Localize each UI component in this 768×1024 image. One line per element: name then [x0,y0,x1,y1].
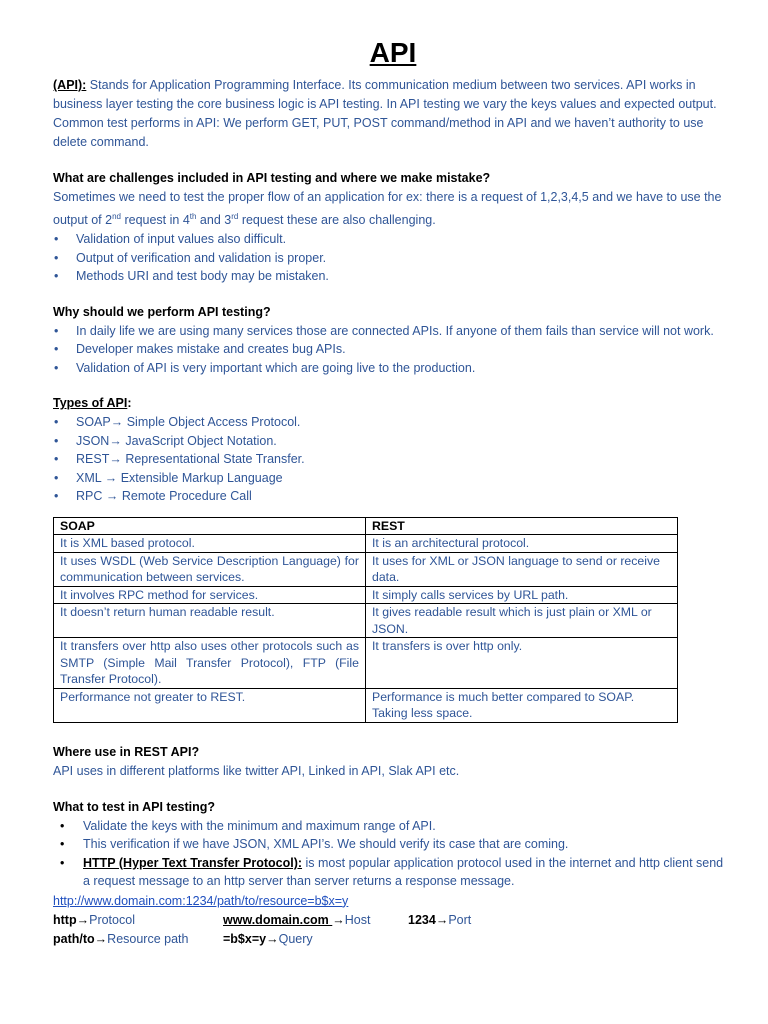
url-row [53,892,733,911]
example-url-link[interactable]: http://www.domain.com:1234/path/to/resource=b$x=y [53,893,349,908]
sup-nd: nd [112,212,121,221]
types-heading-text: Types of API [53,396,128,411]
table-cell-rest: It transfers is over http only. [366,638,678,689]
what-to-test-heading: What to test in API testing? [53,799,216,814]
arrow-icon: → [109,452,122,467]
intro-paragraph [53,76,733,152]
sup-th: th [189,212,197,221]
type-name: SOAP [76,415,111,430]
table-row [54,535,678,553]
url-part-path [53,930,223,949]
url-part-label: Host [344,912,371,927]
url-part-port [408,911,471,930]
url-parts-row-2 [53,930,733,949]
url-part-query [223,930,313,949]
list-item [53,854,733,891]
url-part-key: path/to [53,931,95,946]
http-text: is most popular application protocol used in the internet and http client send a request message to an http server than server returns a response message. [83,855,724,889]
list-item [53,432,733,451]
url-part-key: =b$x=y [223,931,267,946]
http-term: HTTP (Hyper Text Transfer Protocol): [83,855,303,870]
table-cell-rest: It simply calls services by URL path. [366,586,678,604]
where-heading: Where use in REST API? [53,744,200,759]
why-list [53,322,733,378]
list-item [53,487,733,506]
list-item: • Validation of API is very important which are going live to the production. [53,359,733,378]
where-paragraph: API uses in different platforms like twitter API, Linked in API, Slak API etc. [53,763,460,778]
table-cell-rest: It gives readable result which is just plain or XML or JSON. [366,604,678,638]
table-header-row [54,517,678,535]
type-desc: JavaScript Object Notation. [121,433,277,448]
arrow-icon: → [76,912,90,927]
list-item [53,413,733,432]
url-part-host [223,911,408,930]
challenges-list [53,230,733,286]
table-row [54,552,678,586]
page-title: API [369,37,417,68]
intro-term: (API): [53,78,87,92]
arrow-icon: → [94,931,108,946]
challenges-text-b: request in 4 [120,213,190,228]
type-desc: Representational State Transfer. [121,452,305,467]
what-to-test-list [53,817,733,891]
why-heading: Why should we perform API testing? [53,304,271,319]
list-item: • Methods URI and test body may be mistaken. [53,267,733,286]
document-page [53,36,733,949]
sup-rd: rd [231,212,239,221]
types-heading-colon: : [127,396,132,411]
url-part-key: 1234 [408,912,436,927]
table-header-rest: REST [366,517,678,535]
table-row [54,604,678,638]
challenges-text-c: and 3 [196,213,232,228]
list-item [53,469,733,488]
url-part-protocol [53,911,223,930]
type-desc: Simple Object Access Protocol. [123,415,301,430]
url-part-label: Resource path [107,931,189,946]
url-part-label: Port [448,912,472,927]
arrow-icon: → [105,489,119,504]
list-item: • This verification if we have JSON, XML API’s. We should verify its case that are coming. [53,835,733,854]
type-name: JSON [76,433,110,448]
table-cell-rest: Performance is much better compared to SOAP. Taking less space. [366,688,678,722]
table-cell-soap: It involves RPC method for services. [54,586,366,604]
table-cell-soap: It is XML based protocol. [54,535,366,553]
url-part-key: www.domain.com [223,912,333,927]
table-cell-soap: It doesn’t return human readable result. [54,604,366,638]
url-parts-row-1 [53,911,733,930]
arrow-icon: → [266,931,279,946]
table-row [54,638,678,689]
url-part-key: http [53,912,77,927]
table-cell-soap: Performance not greater to REST. [54,688,366,722]
arrow-icon: → [332,912,345,927]
list-item: • Validation of input values also difficult. [53,230,733,249]
arrow-icon: → [435,912,449,927]
challenges-text-d: request these are also challenging. [238,213,436,228]
list-item: • Developer makes mistake and creates bug APIs. [53,340,733,359]
table-row [54,586,678,604]
type-desc: Extensible Markup Language [117,470,283,485]
table-cell-rest: It is an architectural protocol. [366,535,678,553]
type-name: REST [76,452,110,467]
table-header-soap: SOAP [54,517,366,535]
arrow-icon: → [104,470,118,485]
challenges-text-a: Sometimes we need to test the proper flow of an application for ex: there is a request of 1,2,3,4,5 and we have to use the output of 2 [53,190,722,228]
types-heading [53,394,733,413]
soap-rest-table [53,517,678,723]
list-item: • Output of verification and validation is proper. [53,249,733,268]
table-cell-soap: It uses WSDL (Web Service Description Language) for communication between services. [54,552,366,586]
arrow-icon: → [109,433,122,448]
list-item: • In daily life we are using many services those are connected APIs. If anyone of them fails than service will not work. [53,322,733,341]
intro-text: Stands for Application Programming Interface. Its communication medium between two services. API works in business layer testing the core business logic is API testing. In API testing we vary the keys values and expected output. Common test performs in API: We perform GET, PUT, POST command/method in API and we haven’t authority to use delete command. [53,78,717,149]
challenges-paragraph [53,188,733,230]
url-part-label: Protocol [89,912,135,927]
type-name: RPC [76,489,106,504]
challenges-heading: What are challenges included in API testing and where we make mistake? [53,171,491,185]
list-item [53,450,733,469]
table-cell-rest: It uses for XML or JSON language to send or receive data. [366,552,678,586]
table-row [54,688,678,722]
type-name: XML [76,470,105,485]
table-cell-soap: It transfers over http also uses other protocols such as SMTP (Simple Mail Transfer Protocol), FTP (File Transfer Protocol). [54,638,366,689]
type-desc: Remote Procedure Call [118,489,252,504]
list-item: • Validate the keys with the minimum and maximum range of API. [53,817,733,836]
url-part-label: Query [278,931,313,946]
types-list [53,413,733,506]
arrow-icon: → [110,415,124,430]
